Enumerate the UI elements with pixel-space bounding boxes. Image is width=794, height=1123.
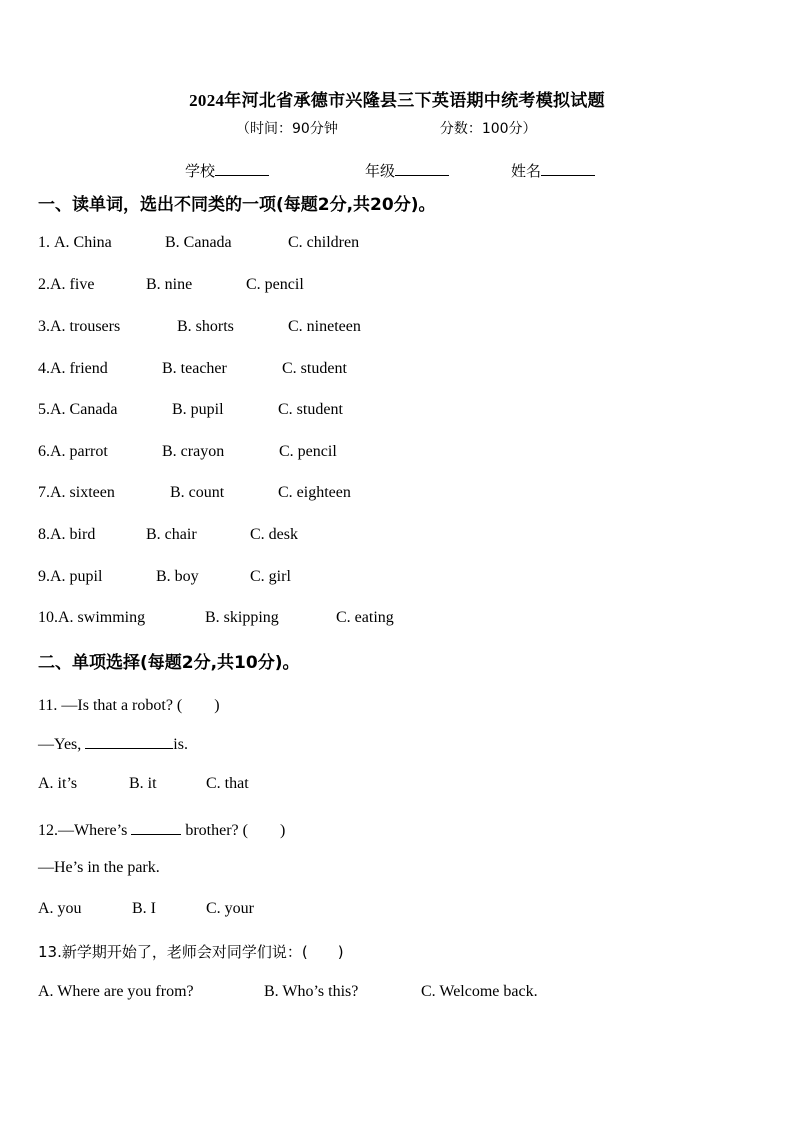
grade-label: 年级	[365, 162, 396, 180]
time-label: （时间：90分钟	[236, 121, 338, 137]
option-b: B. pupil	[172, 401, 224, 418]
question-13-stem: 13.新学期开始了，老师会对同学们说：( )	[38, 943, 344, 961]
option-b: B. I	[132, 900, 156, 917]
option-a: A. pupil	[50, 568, 103, 585]
question-2: 2.A. five B. nine C. pencil	[38, 276, 304, 293]
name-label: 姓名	[511, 162, 542, 180]
option-a: A. it’s	[38, 775, 78, 792]
exam-subtitle	[236, 118, 537, 138]
question-11-stem: 11. —Is that a robot? ( )	[38, 697, 220, 714]
question-11-answer: —Yes, is.	[38, 736, 188, 753]
student-info	[185, 160, 595, 181]
option-b: B. teacher	[162, 360, 227, 377]
question-9: 9.A. pupil B. boy C. girl	[38, 568, 291, 585]
option-a: A. you	[38, 900, 82, 917]
question-12-options	[38, 900, 254, 918]
option-c: C. nineteen	[288, 318, 361, 335]
option-a: A. Where are you from?	[38, 983, 194, 1000]
option-c: C. children	[288, 234, 360, 251]
school-blank[interactable]	[215, 163, 269, 176]
option-a: A. China	[54, 234, 112, 251]
option-c: C. desk	[250, 526, 298, 543]
question-7: 7.A. sixteen B. count C. eighteen	[38, 484, 351, 501]
option-a: A. bird	[50, 526, 96, 543]
option-a: A. sixteen	[50, 484, 115, 501]
question-5: 5.A. Canada B. pupil C. student	[38, 401, 343, 418]
option-c: C. eating	[336, 609, 394, 626]
option-b: B. nine	[146, 276, 193, 293]
question-6: 6.A. parrot B. crayon C. pencil	[38, 443, 337, 460]
option-a: A. parrot	[50, 443, 108, 460]
name-blank[interactable]	[541, 163, 595, 176]
option-c: C. Welcome back.	[421, 983, 538, 1000]
option-c: C. pencil	[279, 443, 337, 460]
option-a: A. Canada	[50, 401, 118, 418]
score-label: 分数：100分）	[439, 121, 537, 137]
option-b: B. boy	[156, 568, 199, 585]
question-1: 1. A. China B. Canada C. children	[38, 234, 360, 251]
question-11-options	[38, 775, 249, 793]
question-8: 8.A. bird B. chair C. desk	[38, 526, 298, 543]
option-c: C. girl	[250, 568, 291, 585]
section1-heading: 一、读单词，选出不同类的一项(每题2分,共20分)。	[38, 195, 436, 215]
school-label: 学校	[185, 162, 216, 180]
answer-blank[interactable]	[85, 734, 173, 749]
option-c: C. eighteen	[278, 484, 351, 501]
page-title: 2024年河北省承德市兴隆县三下英语期中统考模拟试题	[189, 91, 605, 110]
question-13-options	[38, 983, 538, 1001]
option-b: B. Canada	[165, 234, 232, 251]
option-c: C. pencil	[246, 276, 304, 293]
option-b: B. shorts	[177, 318, 234, 335]
option-b: B. chair	[146, 526, 197, 543]
option-c: C. student	[278, 401, 343, 418]
option-b: B. it	[129, 775, 157, 792]
option-c: C. that	[206, 775, 249, 792]
option-c: C. student	[282, 360, 347, 377]
answer-blank[interactable]	[131, 820, 181, 835]
question-3: 3.A. trousers B. shorts C. nineteen	[38, 318, 361, 335]
option-b: B. crayon	[162, 443, 225, 460]
option-b: B. skipping	[205, 609, 279, 626]
option-a: A. swimming	[58, 609, 146, 626]
option-a: A. friend	[50, 360, 108, 377]
option-b: B. Who’s this?	[264, 983, 359, 1000]
option-b: B. count	[170, 484, 225, 501]
option-a: A. five	[50, 276, 95, 293]
question-10: 10.A. swimming B. skipping C. eating	[38, 609, 394, 626]
option-c: C. your	[206, 900, 254, 917]
question-4: 4.A. friend B. teacher C. student	[38, 360, 347, 377]
section2-heading: 二、单项选择(每题2分,共10分)。	[38, 653, 300, 673]
grade-blank[interactable]	[395, 163, 449, 176]
option-a: A. trousers	[50, 318, 121, 335]
question-12-stem: 12.—Where’s brother? ( )	[38, 822, 286, 839]
question-12-answer: —He’s in the park.	[38, 859, 160, 876]
